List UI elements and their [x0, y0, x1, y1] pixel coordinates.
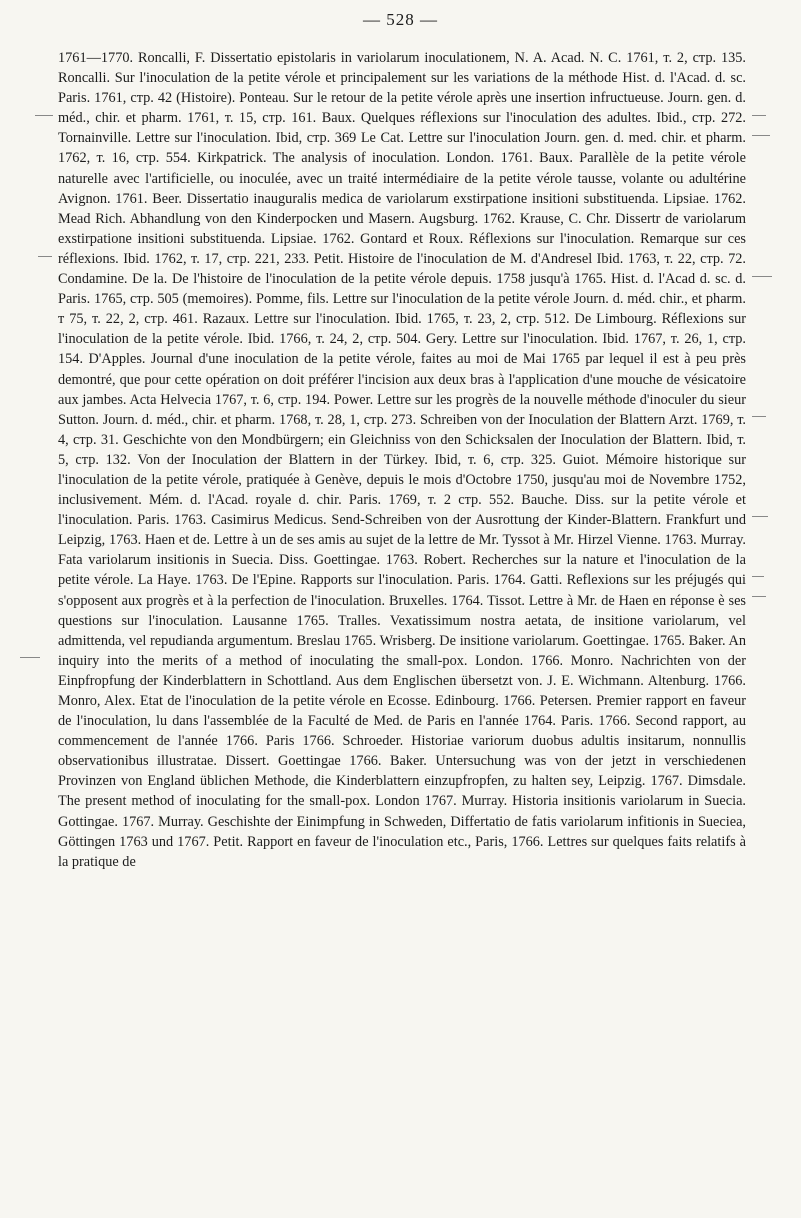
pencil-mark — [20, 657, 40, 658]
bibliography-text: 1761—1770. Roncalli, F. Dissertatio epistolaris in variolarum inoculationem, N. A. Acad. N. C. 1761, т. 2, стр. 135. Roncalli. Sur l'inoculation de la petite vérole et principalement sur les variations de la méthode Hist. d. l'Acad. d. sc. Paris. 1761, стр. 42 (Histoire). Ponteau. Sur le retour de la petite vérole après une insertion infructueuse. Journ. gen. d. méd., chir. et pharm. 1761, т. 15, стр. 161. Baux. Quelques réflexions sur l'inoculation des adultes. Ibid., стр. 272. Tornainville. Lettre sur l'inoculation. Ibid, стр. 369 Le Cat. Lettre sur l'inoculation Journ. gen. d. med. chir. et pharm. 1762, т. 16, стр. 554. Kirkpatrick. The analysis of inoculation. London. 1761. Baux. Parallèle de la petite vérole naturelle avec l'artificielle, ou inoculée, avec un traité intermédiaire de la petite vérole tausse, volante ou adultérine Avignon. 1761. Beer. Dissertatio inauguralis medica de variolarum exstirpatione insitioni substituenda. Lipsiae. 1762. Mead Rich. Abhandlung von den Kinderpocken und Masern. Augsburg. 1762. Krause, C. Chr. Dissertr de variolarum exstirpatione insitioni substituenda. Lipsiae. 1762. Gontard et Roux. Réflexions sur l'inoculation. Remarque sur ces réflexions. Ibid. 1762, т. 17, стр. 221, 233. Petit. Histoire de l'inoculation de M. d'Andresel Ibid. 1763, т. 22, стр. 72. Condamine. De la. De l'histoire de l'inoculation de la petite vérole depuis. 1758 jusqu'à 1765. Hist. d. l'Acad d. sc. d. Paris. 1765, стр. 505 (memoires). Pomme, fils. Lettre sur l'inoculation de la petite vérole Journ. d. méd. chir., et pharm. т 75, т. 22, 2, стр. 461. Razaux. Lettre sur l'inoculation. Ibid. 1765, т. 23, 2, стр. 512. De Limbourg. Réflexions sur l'inoculation de la petite vérole. Ibid. 1766, т. 24, 2, стр. 504. Gery. Lettre sur l'inoculation. Ibid. 1767, т. 26, 1, стр. 154. D'Apples. Journal d'une inoculation de la petite vérole, faites au moi de Mai 1765 par lequel il est à peu près demontré, que pour cette opération on doit préférer l'incision aux deux bras à l'application d'une mouche de vésicatoire aux jambes. Acta Helvecia 1767, т. 6, стр. 194. Power. Lettre sur les progrès de la nouvelle méthode d'inoculer du sieur Sutton. Journ. d. méd., chir. et pharm. 1768, т. 28, 1, стр. 273. Schreiben von der Inoculation der Blattern Arzt. 1769, т. 4, стр. 31. Geschichte von den Mondbürgern; ein Gleichniss von den Schicksalen der Inoculation der Blattern. Ibid, т. 5, стр. 132. Von der Inoculation der Blattern in der Türkey. Ibid, т. 6, стр. 325. Guiot. Mémoire historique sur l'inoculation de la petite vérole, pratiquée à Genève, depuis le mois d'Octobre 1750, jusqu'au moi de Novembre 1752, inclusivement. Mém. d. l'Acad. royale d. chir. Paris. 1769, т. 2 стр. 552. Bauche. Diss. sur la petite vérole et l'inoculation. Paris. 1763. Casimirus Medicus. Send-Schreiben von der Ausrottung der Kinder-Blattern. Frankfurt und Leipzig, 1763. Haen et de. Lettre à un de ses amis au sujet de la lettre de Mr. Tyssot à Mr. Hirzel Vienne. 1763. Murray. Fata variolarum insitionis in Suecia. Diss. Goettingae. 1763. Robert. Recherches sur la nature et l'inoculation de la petite vérole. La Haye. 1763. De l'Epine. Rapports sur l'inoculation. Paris. 1764. Gatti. Reflexions sur les préjugés qui s'opposent aux progrès et à la perfection de l'inoculation. Bruxelles. 1764. Tissot. Lettre à Mr. de Haen en réponse è ses questions sur l'inoculation. Lausanne 1765. Tralles. Vexatissimum nostra aetata, de insitione variolarum, vel admittenda, vel repudianda argumentum. Breslau 1765. Wrisberg. De insitione variolarum. Goettingae. 1765. Baker. An inquiry into the merits of a method of inoculating the small-pox. London. 1766. Monro. Nachrichten von der Einpfropfung der Kinderblattern in Schottland. Aus dem Englischen übersetzt von. J. E. Wichmann. Altenburg. 1766. Monro, Alex. Etat de l'inoculation de la petite vérole en Ecosse. Edinbourg. 1766. Petersen. Premier rapport en faveur de l'inoculation, lu dans l'assemblée de la Faculté de Med. de Paris en l'année 1764. Paris. 1766. Second rapport, au commencement de l'année 1766. Paris 1766. Schroeder. Historiae variorum duobus adultis insitarum, nonnullis observationibus illustratae. Dissert. Goettingae 1766. Baker. Untersuchung was von der jetzt in verschiedenen Provinzen von England üblichen Methode, die Kinderblattern einzupfropfen, zu halten sey, Leipzig. 1767. Dimsdale. The present method of inoculating for the small-pox. London 1767. Murray. Historia insitionis variolarum in Suecia. Gottingae. 1767. Murray. Geschishte der Einimpfung in Schweden, Differtatio de fatis variolarum infitionis in Sueciea, Göttingen 1763 und 1767. Petit. Rapport en faveur de l'inoculation etc., Paris, 1766. Lettres sur quelques faits relatifs à la pratique de — [58, 50, 746, 870]
pencil-mark — [752, 135, 770, 136]
pencil-mark — [38, 256, 52, 257]
pencil-mark — [752, 576, 764, 577]
pencil-mark — [35, 115, 53, 116]
pencil-mark — [752, 115, 766, 116]
page-number: — 528 — — [363, 10, 438, 29]
pencil-mark — [752, 416, 766, 417]
pencil-mark — [752, 596, 766, 597]
pencil-mark — [752, 276, 772, 277]
pencil-mark — [752, 516, 768, 517]
